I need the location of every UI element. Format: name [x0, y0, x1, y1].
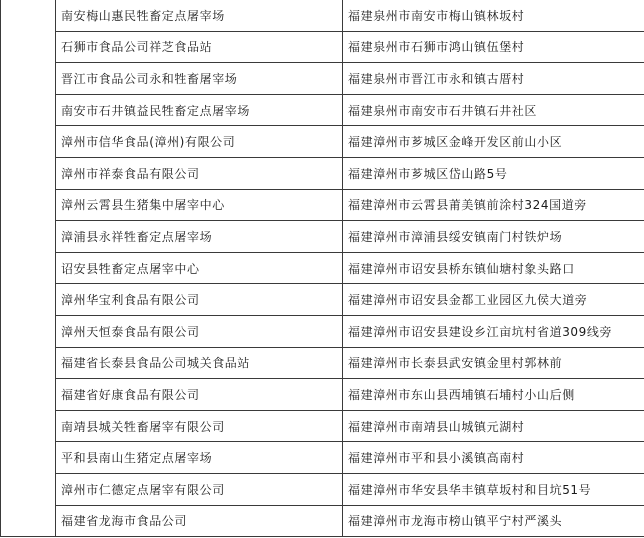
table-row [1, 315, 644, 347]
table-row [1, 410, 644, 442]
address-cell: 福建漳州市南靖县山城镇元湖村 [343, 410, 644, 442]
address-cell: 福建漳州市漳浦县绥安镇南门村铁炉场 [343, 221, 644, 253]
company-name-cell: 南安市石井镇益民牲畜定点屠宰场 [56, 94, 343, 126]
index-cell [1, 379, 56, 411]
address-cell: 福建漳州市华安县华丰镇草坂村和目坑51号 [343, 473, 644, 505]
company-name-cell: 漳州华宝利食品有限公司 [56, 284, 343, 316]
index-cell [1, 221, 56, 253]
address-cell: 福建漳州市诏安县建设乡江亩坑村省道309线旁 [343, 315, 644, 347]
address-cell: 福建泉州市南安市梅山镇林坂村 [343, 0, 644, 31]
address-cell: 福建漳州市东山县西埔镇石埔村小山后侧 [343, 379, 644, 411]
company-name-cell: 福建省长泰县食品公司城关食品站 [56, 347, 343, 379]
index-cell [1, 0, 56, 31]
index-cell [1, 442, 56, 474]
index-cell [1, 410, 56, 442]
address-cell: 福建漳州市芗城区岱山路5号 [343, 157, 644, 189]
company-name-cell: 福建省龙海市食品公司 [56, 505, 343, 537]
company-name-cell: 平和县南山生猪定点屠宰场 [56, 442, 343, 474]
company-name-cell: 漳州市信华食品(漳州)有限公司 [56, 126, 343, 158]
table-row [1, 126, 644, 158]
table-row [1, 0, 644, 31]
table-row [1, 252, 644, 284]
company-name-cell: 诏安县牲畜定点屠宰中心 [56, 252, 343, 284]
table-row [1, 505, 644, 537]
index-cell [1, 63, 56, 95]
index-cell [1, 126, 56, 158]
index-cell [1, 189, 56, 221]
company-name-cell: 漳州云霄县生猪集中屠宰中心 [56, 189, 343, 221]
index-cell [1, 31, 56, 63]
company-name-cell: 南靖县城关牲畜屠宰有限公司 [56, 410, 343, 442]
table-row [1, 379, 644, 411]
table-row [1, 94, 644, 126]
index-cell [1, 347, 56, 379]
company-name-cell: 漳州市仁德定点屠宰有限公司 [56, 473, 343, 505]
address-cell: 福建漳州市芗城区金峰开发区前山小区 [343, 126, 644, 158]
address-cell: 福建漳州市长泰县武安镇金里村郭林前 [343, 347, 644, 379]
table-row [1, 63, 644, 95]
index-cell [1, 94, 56, 126]
company-name-cell: 石狮市食品公司祥芝食品站 [56, 31, 343, 63]
address-cell: 福建漳州市龙海市榜山镇平宁村严溪头 [343, 505, 644, 537]
address-cell: 福建泉州市晋江市永和镇古厝村 [343, 63, 644, 95]
company-name-cell: 南安梅山惠民牲畜定点屠宰场 [56, 0, 343, 31]
company-name-cell: 漳州天恒泰食品有限公司 [56, 315, 343, 347]
table-row [1, 189, 644, 221]
index-cell [1, 252, 56, 284]
table-row [1, 473, 644, 505]
address-cell: 福建漳州市诏安县金都工业园区九侯大道旁 [343, 284, 644, 316]
address-cell: 福建漳州市云霄县莆美镇前涂村324国道旁 [343, 189, 644, 221]
table-row [1, 442, 644, 474]
index-cell [1, 157, 56, 189]
address-cell: 福建泉州市石狮市鸿山镇伍堡村 [343, 31, 644, 63]
address-cell: 福建泉州市南安市石井镇石井社区 [343, 94, 644, 126]
table-row [1, 347, 644, 379]
company-name-cell: 漳州市祥泰食品有限公司 [56, 157, 343, 189]
company-name-cell: 漳浦县永祥牲畜定点屠宰场 [56, 221, 343, 253]
table-body [1, 0, 644, 537]
index-cell [1, 505, 56, 537]
table-row [1, 284, 644, 316]
table-row [1, 157, 644, 189]
table-row [1, 31, 644, 63]
index-cell [1, 473, 56, 505]
table-row [1, 221, 644, 253]
company-name-cell: 晋江市食品公司永和牲畜屠宰场 [56, 63, 343, 95]
index-cell [1, 315, 56, 347]
index-cell [1, 284, 56, 316]
address-cell: 福建漳州市诏安县桥东镇仙塘村象头路口 [343, 252, 644, 284]
address-cell: 福建漳州市平和县小溪镇高南村 [343, 442, 644, 474]
company-name-cell: 福建省好康食品有限公司 [56, 379, 343, 411]
